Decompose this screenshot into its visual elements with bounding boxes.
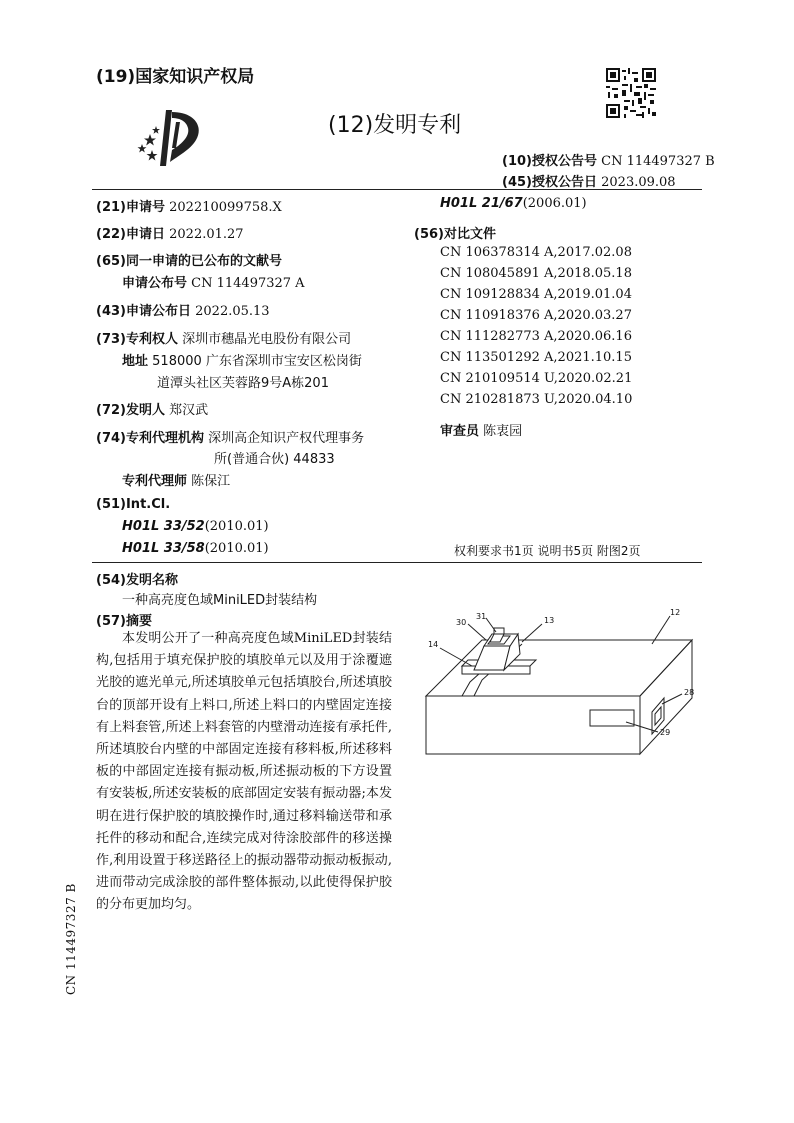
citation-item: CN 110918376 A,2020.03.27: [440, 308, 632, 323]
citation-item: CN 109128834 A,2019.01.04: [440, 287, 632, 302]
header-divider: [92, 189, 702, 190]
publication-number-row: [502, 150, 715, 169]
agency-label: (74)专利代理机构: [96, 431, 204, 446]
citation-item: CN 210109514 U,2020.02.21: [440, 371, 633, 386]
abstract-label: (57)摘要: [96, 614, 152, 629]
side-publication-number: CN 114497327 B: [64, 883, 78, 995]
citations-label: (56)对比文件: [414, 227, 496, 242]
leader-13: [522, 624, 542, 642]
publication-date-row: [502, 171, 676, 190]
prior-publication-sub-label: 申请公布号: [122, 276, 188, 291]
patentee: 深圳市穗晶光电股份有限公司: [182, 332, 352, 347]
qr-code: [606, 68, 656, 118]
ipc-row: [440, 196, 587, 211]
intcl-row-2: [122, 541, 269, 556]
agency-row: [96, 427, 364, 446]
prior-publication-label: (65)同一申请的已公布的文献号: [96, 254, 282, 269]
intcl-year-2: (2010.01): [204, 541, 269, 556]
patent-figure: [412, 604, 702, 764]
examiner: 陈衷园: [483, 424, 523, 439]
citation-item: CN 113501292 A,2021.10.15: [440, 350, 632, 365]
agency-line-2: 所(普通合伙) 44833: [214, 452, 335, 467]
agency-line-1: 深圳高企知识产权代理事务: [208, 431, 365, 446]
office-name: (19)国家知识产权局: [96, 67, 255, 87]
inventor: 郑汉武: [169, 403, 209, 418]
intcl-code-1: H01L 33/52: [122, 519, 205, 534]
figure-label-30: 30: [456, 618, 467, 627]
citation-item: CN 111282773 A,2020.06.16: [440, 329, 632, 344]
application-date-label: (22)申请日: [96, 227, 165, 242]
figure-label-28: 28: [684, 688, 695, 697]
leader-29: [626, 722, 658, 732]
application-number-label: (21)申请号: [96, 200, 165, 215]
figure-label-14: 14: [428, 640, 439, 649]
inventor-row: [96, 399, 208, 418]
address-line-1: 518000 广东省深圳市宝安区松岗街: [152, 354, 362, 369]
figure-label-29: 29: [660, 728, 671, 737]
leader-28: [662, 694, 682, 704]
application-publication-date: 2022.05.13: [195, 304, 270, 319]
address-row: [122, 350, 362, 369]
cnipa-logo: [132, 104, 208, 170]
patentee-label: (73)专利权人: [96, 332, 178, 347]
examiner-row: [440, 420, 522, 439]
agent-label: 专利代理师: [122, 474, 188, 489]
citation-item: CN 106378314 A,2017.02.08: [440, 245, 632, 260]
invention-title-label: (54)发明名称: [96, 573, 178, 588]
leader-14: [440, 648, 472, 666]
ipc-year: (2006.01): [522, 196, 587, 211]
leader-31: [486, 618, 496, 632]
figure-label-13: 13: [544, 616, 555, 625]
agent-row: [122, 470, 230, 489]
body-divider: [92, 562, 702, 563]
leader-30: [468, 624, 486, 640]
intcl-label: (51)Int.Cl.: [96, 497, 171, 512]
intcl-row-1: [122, 519, 269, 534]
application-publication-date-label: (43)申请公布日: [96, 304, 191, 319]
ipc-code: H01L 21/67: [440, 196, 523, 211]
document-type: (12)发明专利: [328, 113, 462, 138]
prior-publication-number: CN 114497327 A: [191, 276, 305, 291]
figure-label-12: 12: [670, 608, 681, 617]
abstract-text: 本发明公开了一种高亮度色域MiniLED封装结构,包括用于填充保护胶的填胶单元以及用于涂覆遮光胶的遮光单元,所述填胶单元包括填胶台,所述填胶台的顶部开设有上料口,所述上料口的内壁固定连接有上料套管,所述上料套管的内壁滑动连接有承托件,所述填胶台内壁的中部固定连接有移料板,所述移料板的中部固定连接有振动板,所述振动板的下方设置有安装板,所述安装板的底部固定安装有振动器;本发明在进行保护胶的填胶操作时,通过移料输送带和承托件的移动和配合,连续完成对待涂胶部件的移送操作,利用设置于移送路径上的振动器带动振动板振动,进而带动完成涂胶的部件整体振动,以此使得保护胶的分布更加均匀。: [96, 631, 392, 913]
citation-item: CN 108045891 A,2018.05.18: [440, 266, 632, 281]
application-number-row: [96, 196, 282, 215]
front-panel: [590, 710, 634, 726]
application-number: 202210099758.X: [169, 200, 282, 215]
figure-label-31: 31: [476, 612, 487, 621]
abstract-text-block: [96, 628, 392, 917]
invention-title: 一种高亮度色域MiniLED封装结构: [122, 593, 318, 608]
inventor-label: (72)发明人: [96, 403, 165, 418]
address-line-2: 道潭头社区芙蓉路9号A栋201: [157, 376, 329, 391]
intcl-year-1: (2010.01): [204, 519, 269, 534]
citation-item: CN 210281873 U,2020.04.10: [440, 392, 633, 407]
patentee-row: [96, 328, 351, 347]
box-front-face: [426, 696, 640, 754]
side-opening-inner: [655, 707, 661, 725]
publication-date-label: (45)授权公告日: [502, 175, 597, 190]
application-date: 2022.01.27: [169, 227, 244, 242]
application-date-row: [96, 223, 244, 242]
publication-number: CN 114497327 B: [601, 154, 715, 169]
citations-list: [440, 242, 632, 410]
examiner-label: 审查员: [440, 424, 480, 439]
agent: 陈保江: [191, 474, 231, 489]
page-counts: 权利要求书1页 说明书5页 附图2页: [454, 544, 641, 558]
intcl-code-2: H01L 33/58: [122, 541, 205, 556]
publication-number-label: (10)授权公告号: [502, 154, 597, 169]
prior-publication-row: [122, 272, 305, 291]
application-publication-date-row: [96, 300, 270, 319]
publication-date: 2023.09.08: [601, 175, 676, 190]
address-label: 地址: [122, 354, 149, 369]
